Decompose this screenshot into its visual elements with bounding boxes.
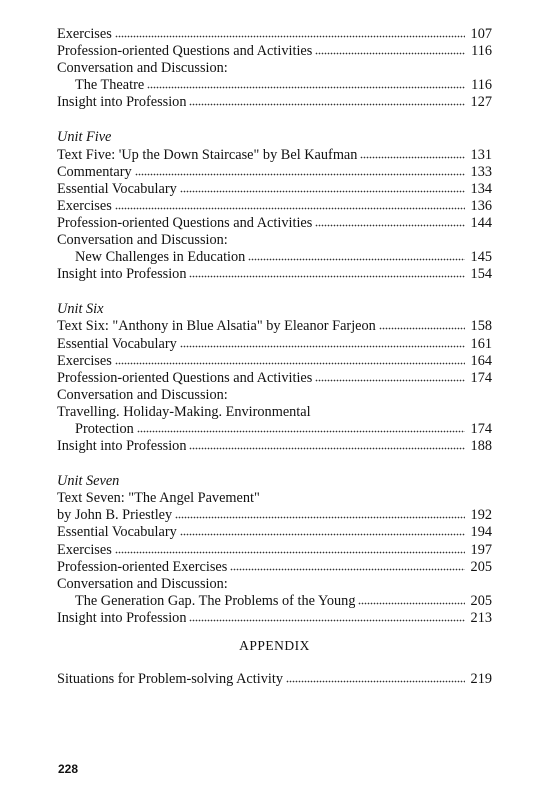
dot-leader (189, 611, 465, 622)
dot-leader (115, 27, 465, 38)
unit-heading: Unit Seven (57, 473, 120, 490)
toc-entry (57, 370, 492, 387)
dot-leader (180, 525, 465, 536)
dot-leader (189, 95, 465, 106)
toc-subheading: Conversation and Discussion: (57, 60, 228, 77)
toc-entry-title: Essential Vocabulary (57, 524, 177, 541)
dot-leader (315, 216, 465, 227)
toc-entry-page: 161 (470, 335, 492, 352)
toc-entry-page: 154 (470, 266, 492, 283)
toc-subheading: Conversation and Discussion: (57, 232, 228, 249)
toc-entry-title: Protection (75, 420, 134, 437)
toc-entry (57, 94, 492, 111)
unit-entries (57, 490, 492, 627)
toc-entry-page: 133 (470, 163, 492, 180)
toc-entry (57, 353, 492, 370)
toc-entry-page: 197 (470, 541, 492, 558)
page-number: 228 (58, 762, 79, 776)
dot-leader (147, 78, 465, 89)
toc-entry-page: 116 (471, 77, 492, 94)
toc-entry-page: 205 (470, 558, 492, 575)
section-gap (57, 111, 492, 129)
toc-entry-title: Profession-oriented Questions and Activities (57, 214, 313, 231)
toc-entry-page: 158 (470, 318, 492, 335)
dot-leader (115, 543, 465, 554)
toc-entry-page: 194 (470, 524, 492, 541)
toc-entry (57, 198, 492, 215)
toc-entry-page: 131 (470, 146, 492, 163)
unit-six-section (57, 301, 492, 455)
table-of-contents (57, 26, 492, 688)
toc-entry-page: 174 (470, 369, 492, 386)
unit-entries (57, 147, 492, 284)
toc-entry (57, 215, 492, 232)
toc-entry (57, 610, 492, 627)
toc-entry (57, 507, 492, 524)
toc-entry-page: 134 (470, 180, 492, 197)
toc-entry-title: by John B. Priestley (57, 507, 173, 524)
toc-section-continued (57, 26, 492, 111)
dot-leader (358, 594, 465, 605)
toc-entry-title: Commentary (57, 163, 132, 180)
dot-leader (175, 508, 465, 519)
toc-entry (57, 593, 492, 610)
appendix-title: APPENDIX (239, 638, 310, 653)
dot-leader (180, 337, 465, 348)
toc-entry-title: Insight into Profession (57, 266, 187, 283)
toc-entry-title: Essential Vocabulary (57, 180, 177, 197)
toc-entry-title: Insight into Profession (57, 438, 187, 455)
dot-leader (315, 44, 465, 55)
toc-entry-title: Exercises (57, 541, 112, 558)
toc-entry-page: 188 (470, 438, 492, 455)
toc-entry-title: Situations for Problem-solving Activity (57, 671, 283, 687)
toc-entry-title: Profession-oriented Exercises (57, 558, 228, 575)
section-gap (57, 627, 492, 637)
toc-entry-page: 144 (470, 214, 492, 231)
unit-seven-section (57, 473, 492, 627)
toc-entry-page: 213 (470, 609, 492, 626)
dot-leader (135, 165, 465, 176)
dot-leader (315, 371, 465, 382)
toc-entry-title: Exercises (57, 352, 112, 369)
toc-entry-title: Insight into Profession (57, 94, 187, 111)
toc-entry-title: Text Six: "Anthony in Blue Alsatia" by Eleanor Farjeon (57, 318, 376, 335)
dot-leader (189, 267, 465, 278)
section-gap (57, 455, 492, 473)
unit-entries (57, 318, 492, 455)
toc-entry-page: 127 (470, 94, 492, 111)
toc-subheading: Conversation and Discussion: (57, 575, 228, 592)
toc-entry (57, 164, 492, 181)
toc-subheading: Travelling. Holiday-Making. Environmental (57, 403, 311, 420)
toc-entry (57, 421, 492, 438)
toc-entry (57, 147, 492, 164)
toc-entry-title: The Theatre (75, 77, 145, 94)
toc-entry-page: 164 (470, 352, 492, 369)
toc-entry-page: 145 (470, 249, 492, 266)
dot-leader (115, 199, 465, 210)
toc-entry-page: 116 (471, 43, 492, 60)
section-gap (57, 654, 492, 671)
toc-entry (57, 181, 492, 198)
dot-leader (115, 354, 465, 365)
toc-entry (57, 266, 492, 283)
toc-entry (57, 43, 492, 60)
toc-entry-title: Exercises (57, 26, 112, 42)
toc-subheading: Text Seven: "The Angel Pavement" (57, 490, 260, 507)
toc-entry-page: 192 (470, 507, 492, 524)
toc-entry-title: Essential Vocabulary (57, 335, 177, 352)
dot-leader (286, 672, 465, 683)
toc-entry-title: The Generation Gap. The Problems of the Young (75, 592, 356, 609)
unit-heading: Unit Five (57, 129, 112, 146)
section-gap (57, 283, 492, 301)
dot-leader (137, 422, 465, 433)
toc-entry (57, 671, 492, 688)
unit-heading: Unit Six (57, 301, 104, 318)
toc-entry-page: 219 (470, 671, 492, 687)
toc-entry-title: New Challenges in Education (75, 249, 246, 266)
toc-entry-page: 205 (470, 592, 492, 609)
toc-entry-title: Profession-oriented Questions and Activities (57, 369, 313, 386)
toc-entry-page: 174 (470, 420, 492, 437)
toc-entry (57, 249, 492, 266)
toc-entry (57, 26, 492, 43)
toc-entry (57, 336, 492, 353)
dot-leader (230, 560, 465, 571)
toc-entry-title: Exercises (57, 197, 112, 214)
dot-leader (379, 319, 465, 330)
toc-entry (57, 524, 492, 541)
unit-five-section (57, 129, 492, 283)
dot-leader (248, 250, 465, 261)
toc-entry (57, 542, 492, 559)
toc-entry (57, 438, 492, 455)
dot-leader (189, 439, 465, 450)
toc-entry-page: 136 (470, 197, 492, 214)
toc-entry-title: Text Five: 'Up the Down Staircase" by Bel Kaufman (57, 146, 358, 163)
toc-entry-title: Profession-oriented Questions and Activities (57, 43, 313, 60)
toc-entry (57, 318, 492, 335)
toc-entry (57, 77, 492, 94)
dot-leader (360, 148, 465, 159)
appendix-entries (57, 671, 492, 688)
toc-subheading: Conversation and Discussion: (57, 386, 228, 403)
toc-entry (57, 559, 492, 576)
toc-entry-title: Insight into Profession (57, 609, 187, 626)
dot-leader (180, 182, 465, 193)
toc-entry-page: 107 (470, 26, 492, 42)
